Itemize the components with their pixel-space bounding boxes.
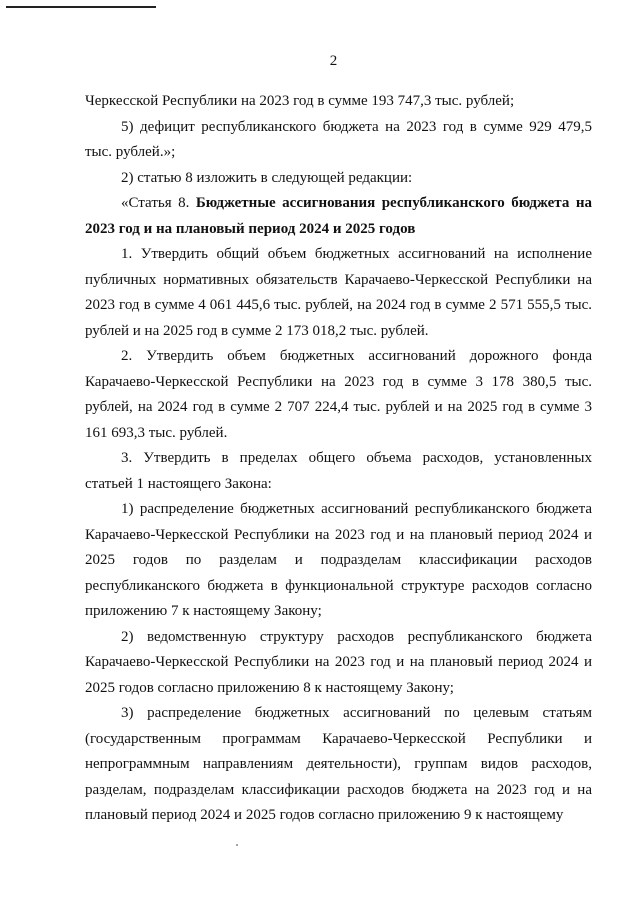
paragraph-item-1: 1. Утвердить общий объем бюджетных ассигнований на исполнение публичных нормативных обязательств Карачаево-Черкесской Республики на 2023 год в сумме 4 061 445,6 тыс. рублей, на 2024 год в сумме 2 571 555,5 тыс. рублей и на 2025 год в сумме 2 173 018,2 тыс. рублей. [85, 246, 592, 339]
paragraph-article-8-amend: 2) статью 8 изложить в следующей редакции: [121, 169, 413, 186]
paragraph-item-2: 2. Утвердить объем бюджетных ассигнований дорожного фонда Карачаево-Черкесской Республики на 2023 год в сумме 3 178 380,5 тыс. рублей, на 2024 год в сумме 2 707 224,4 тыс. рублей и на 2025 год в сумме 3 161 693,3 тыс. рублей. [85, 348, 592, 441]
page-number: 2 [329, 53, 338, 69]
paragraph-deficit: 5) дефицит республиканского бюджета на 2023 год в сумме 929 479,5 тыс. рублей.»; [85, 118, 592, 160]
top-rule [6, 6, 156, 8]
paragraph-subitem-2: 2) ведомственную структуру расходов республиканского бюджета Карачаево-Черкесской Республики на 2023 год и на плановый период 2024 и 2025 годов согласно приложению 8 к настоящему Закону; [85, 628, 592, 696]
article-title: Бюджетные ассигнования республиканского бюджета на 2023 год и на плановый период 2024 и 2025 годов [85, 195, 592, 237]
paragraph-continuation: Черкесской Республики на 2023 год в сумме 193 747,3 тыс. рублей; [85, 93, 515, 109]
scan-speck [236, 844, 238, 846]
paragraph-subitem-3: 3) распределение бюджетных ассигнований по целевым статьям (государственным программам Карачаево-Черкесской Республики и непрограммным направлениям деятельности), группам видов расходов, разделам, подразделам классификации расходов бюджета на 2023 год и на плановый период 2024 и 2025 годов согласно приложению 9 к настоящему [85, 705, 592, 823]
document-body [85, 89, 592, 829]
paragraph-item-3: 3. Утвердить в пределах общего объема расходов, установленных статьей 1 настоящего Закона: [85, 450, 592, 492]
article-heading [85, 191, 592, 242]
paragraph-subitem-1: 1) распределение бюджетных ассигнований республиканского бюджета Карачаево-Черкесской Республики на 2023 год и на плановый период 2024 и 2025 годов по разделам и подразделам классификации расходов республиканского бюджета в функциональной структуре расходов согласно приложению 7 к настоящему Закону; [85, 501, 592, 619]
article-prefix: «Статья 8. [121, 195, 196, 211]
